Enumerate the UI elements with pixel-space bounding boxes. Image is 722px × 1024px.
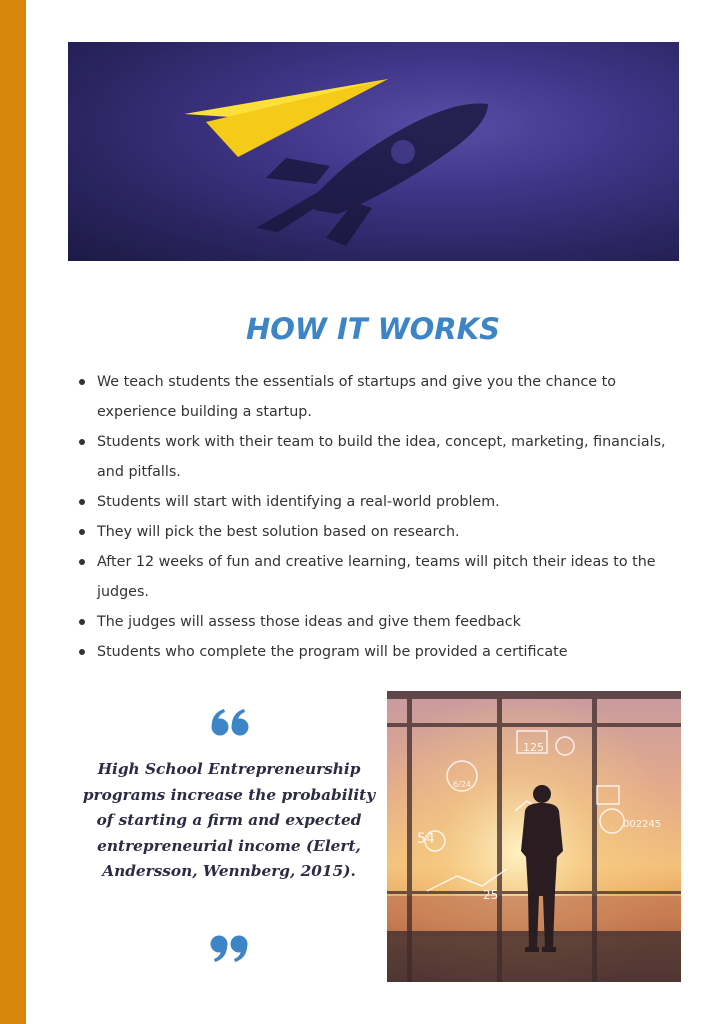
overlay-number: 125	[523, 741, 544, 754]
quote-text: High School Entrepreneurship programs increase the probability of starting a firm and expected entrepreneurial income (Elert, Andersson, Wennberg, 2015).	[82, 760, 376, 880]
overlay-number: 25	[483, 888, 499, 902]
businessman-window-photo	[387, 691, 681, 982]
list-item: Students will start with identifying a real-world problem.	[78, 487, 688, 517]
list-item: We teach students the essentials of startups and give you the chance to experience building a startup.	[78, 367, 688, 427]
close-quote-icon	[199, 932, 259, 972]
businessman-illustration	[387, 691, 681, 982]
list-item: The judges will assess those ideas and give them feedback	[78, 607, 688, 637]
list-item: After 12 weeks of fun and creative learning, teams will pitch their ideas to the judges.	[78, 547, 688, 607]
how-it-works-list	[78, 367, 688, 667]
open-quote-icon	[199, 702, 259, 742]
overlay-number: 6/24	[453, 780, 471, 789]
hero-image	[68, 42, 679, 261]
paper-plane-rocket-icon	[68, 42, 679, 261]
list-item: They will pick the best solution based on research.	[78, 517, 688, 547]
side-accent-bar	[0, 0, 26, 1024]
section-title: HOW IT WORKS	[245, 312, 500, 346]
list-item: Students who complete the program will be provided a certificate	[78, 637, 688, 667]
overlay-number: 54	[417, 831, 435, 847]
list-item: Students work with their team to build the idea, concept, marketing, financials, and pitfalls.	[78, 427, 688, 487]
overlay-number: 002245	[623, 819, 662, 830]
